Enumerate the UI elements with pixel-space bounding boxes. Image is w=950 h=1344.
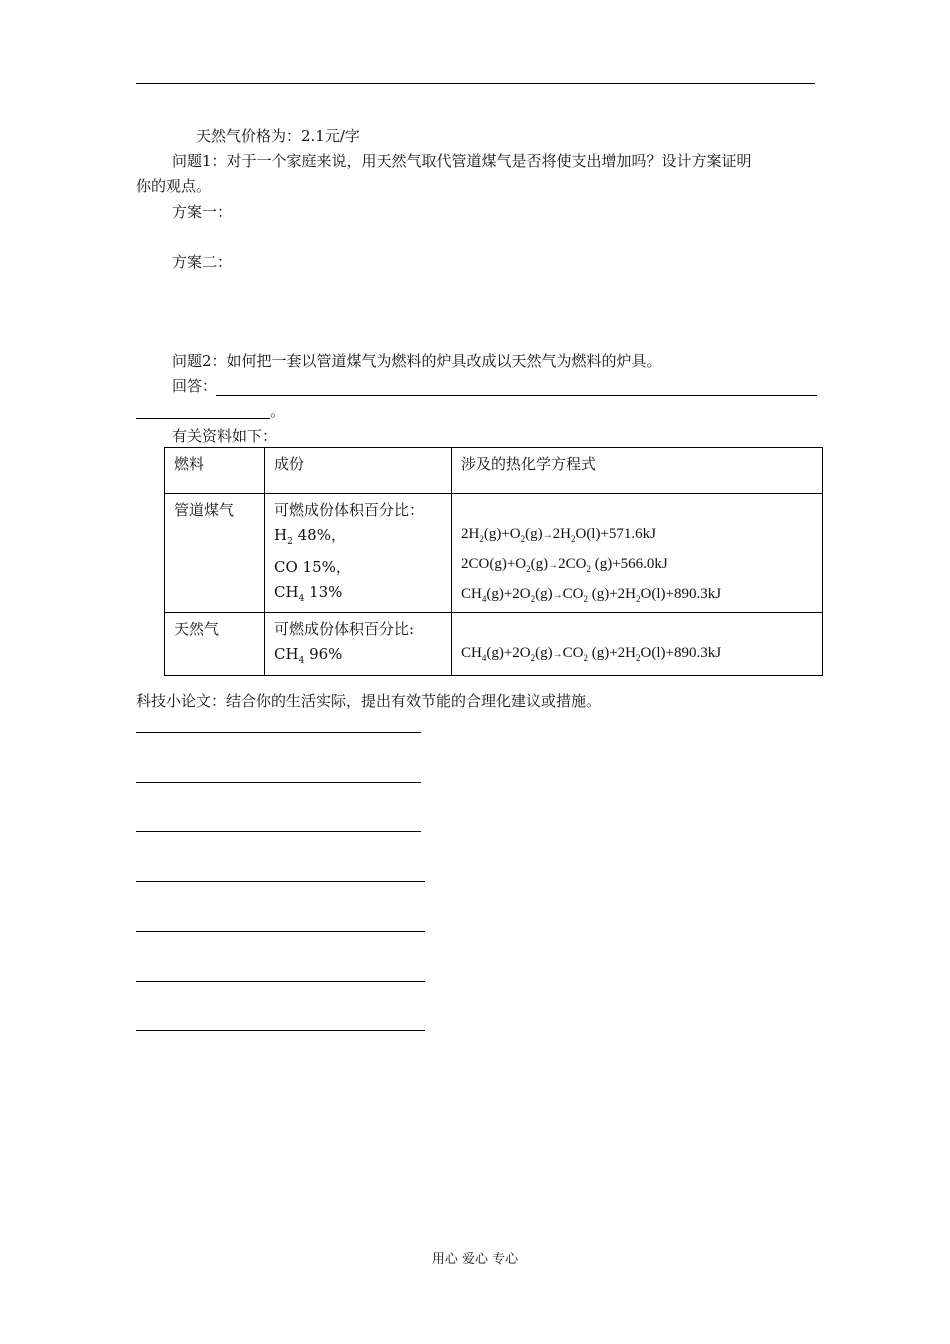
question-1-line-2: 你的观点。 [136,177,212,195]
plan-2-label: 方案二： [172,253,233,271]
equation-ch4: $CH_4(g)+2O_2(g)\to CO_2$ $(g)+2H_2O(l)+890.3kJ$ [461,586,722,604]
composition-h2: $H_2$ 48%， [274,526,346,547]
resources-heading: 有关资料如下： [172,427,278,445]
composition-ch4: $CH_4$ 96% [274,645,343,666]
table-header-row [165,448,823,494]
essay-line-7[interactable] [136,1030,425,1031]
equations-natural-gas [452,613,823,676]
essay-line-1[interactable] [136,732,421,733]
composition-title: 可燃成份体积百分比： [274,501,425,519]
header-fuel: 燃料 [165,448,265,494]
header-composition: 成份 [265,448,452,494]
price-line: 天然气价格为：2.1元/字 [196,127,360,145]
header-rule [136,83,815,84]
equation-ch4: $CH_4(g)+2O_2(g)\to CO_2$ $(g)+2H_2O(l)+890.3kJ$ [461,645,722,663]
essay-line-3[interactable] [136,831,421,832]
composition-natural-gas [265,613,452,676]
table-row-natural-gas [165,613,823,676]
table-row-pipeline-gas [165,494,823,613]
question-1-line-1: 问题1：对于一个家庭来说，用天然气取代管道煤气是否将使支出增加吗？设计方案证明 [172,152,752,170]
essay-line-5[interactable] [136,931,425,932]
question-2: 问题2：如何把一套以管道煤气为燃料的炉具改成以天然气为燃料的炉具。 [172,352,662,370]
equation-co: $2CO(g)+O_2(g)\to 2CO_2$ (g)+566.0kJ [461,556,668,574]
answer-blank-line-2[interactable] [136,418,270,419]
composition-pipeline-gas [265,494,452,613]
essay-line-6[interactable] [136,981,425,982]
essay-line-2[interactable] [136,782,421,783]
answer-label: 回答： [172,377,218,395]
equation-h2: $2H_2(g)+O_2(g)\to 2H_2O(l)+571.6kJ$ [461,526,657,544]
page-footer: 用心 爱心 专心 [431,1252,519,1267]
equations-pipeline-gas [452,494,823,613]
fuel-data-table [164,447,823,676]
composition-co: CO 15%， [274,558,351,576]
answer-blank-line-1[interactable] [216,395,817,396]
essay-line-4[interactable] [136,881,425,882]
header-equations: 涉及的热化学方程式 [452,448,823,494]
composition-ch4: $CH_4$ 13% [274,583,343,604]
composition-title: 可燃成份体积百分比: [274,620,415,638]
fuel-natural-gas: 天然气 [165,613,265,676]
essay-prompt: 科技小论文：结合你的生活实际，提出有效节能的合理化建议或措施。 [136,692,602,710]
plan-1-label: 方案一： [172,203,233,221]
fuel-pipeline-gas: 管道煤气 [165,494,265,613]
answer-end-mark: 。 [270,402,286,420]
